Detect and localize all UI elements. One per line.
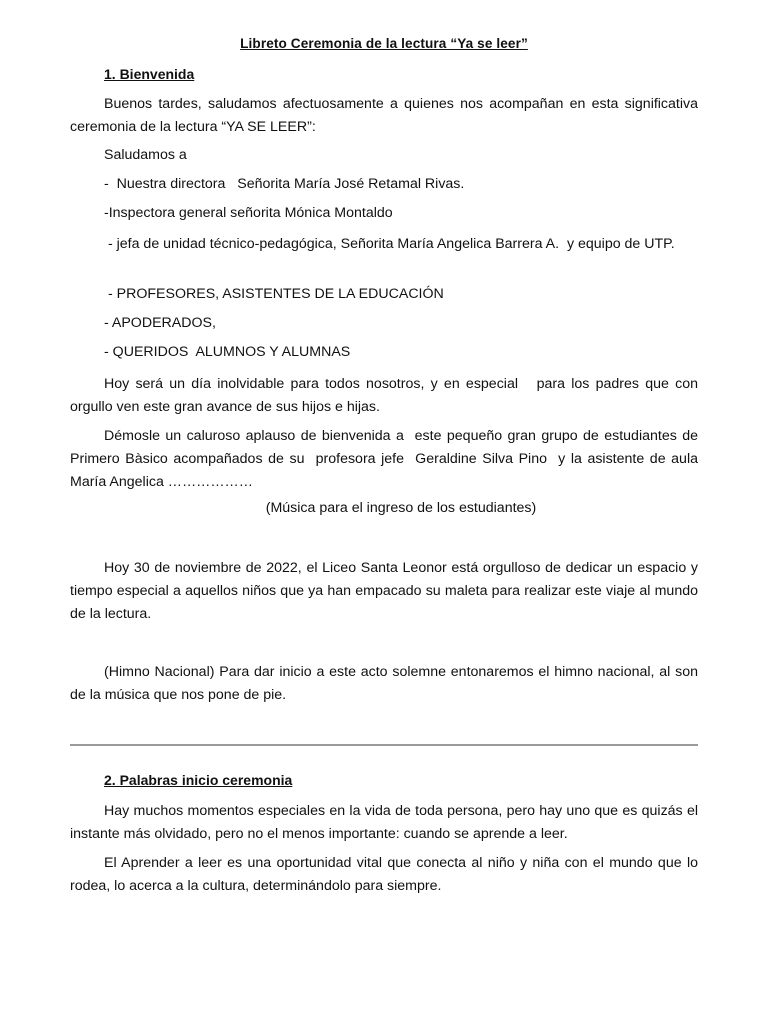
section-heading-bienvenida: 1. Bienvenida <box>104 66 195 82</box>
paragraph-aprender: El Aprender a leer es una oportunidad vital que conecta al niño y niña con el mundo que lo rodea, lo acerca a la cultura, determinándolo para siempre. <box>70 855 698 894</box>
paragraph-intro: Buenos tardes, saludamos afectuosamente a quienes nos acompañan en esta significativa ceremonia de la lectura “YA SE LEER”: <box>70 96 698 135</box>
section-heading-palabras: 2. Palabras inicio ceremonia <box>104 772 293 788</box>
list-item-alumnos: - QUERIDOS ALUMNOS Y ALUMNAS <box>104 344 351 360</box>
list-item-directora: - Nuestra directora Señorita María José Retamal Rivas. <box>104 176 465 192</box>
greeting-line: Saludamos a <box>104 147 187 163</box>
paragraph-dia-inolvidable: Hoy será un día inolvidable para todos nosotros, y en especial para los padres que con orgullo ven este gran avance de sus hijos e hijas. <box>70 376 702 415</box>
list-item-profesores: - PROFESORES, ASISTENTES DE LA EDUCACIÓN <box>104 286 444 302</box>
section-divider <box>70 744 698 746</box>
music-note: (Música para el ingreso de los estudiantes) <box>265 500 537 516</box>
list-item-apoderados: - APODERADOS, <box>104 315 216 331</box>
list-item-inspectora: -Inspectora general señorita Mónica Montaldo <box>104 205 393 221</box>
list-item-jefa-utp: - jefa de unidad técnico-pedagógica, Señorita María Angelica Barrera A. y equipo de UTP. <box>104 236 675 252</box>
paragraph-fecha: Hoy 30 de noviembre de 2022, el Liceo Santa Leonor está orgulloso de dedicar un espacio y tiempo especial a aquellos niños que ya han empacado su maleta para realizar este viaje al mundo de la lectura. <box>70 560 698 622</box>
paragraph-himno: (Himno Nacional) Para dar inicio a este acto solemne entonaremos el himno nacional, al son de la música que nos pone de pie. <box>70 664 698 703</box>
paragraph-momentos: Hay muchos momentos especiales en la vida de toda persona, pero hay uno que es quizás el instante más olvidado, pero no el menos importante: cuando se aprende a leer. <box>70 803 698 842</box>
paragraph-aplauso: Démosle un caluroso aplauso de bienvenida a este pequeño gran grupo de estudiantes de Primero Bàsico acompañados de su profesora jefe Geraldine Silva Pino y la asistente de aula María Angelica ……………… <box>70 428 702 490</box>
document-title: Libreto Ceremonia de la lectura “Ya se leer” <box>240 36 528 51</box>
